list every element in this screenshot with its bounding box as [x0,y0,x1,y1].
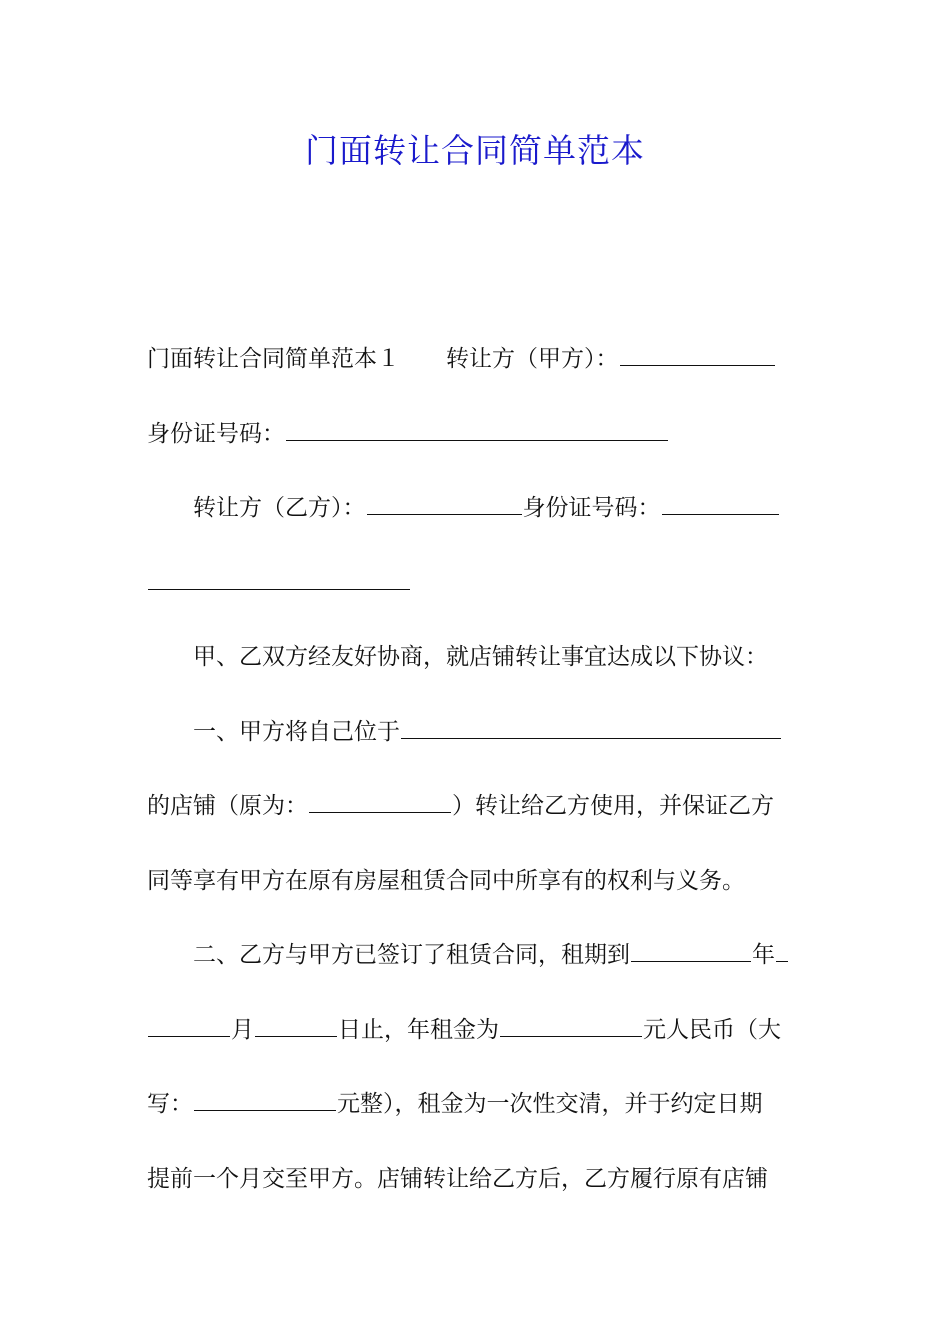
party-a-label: 转让方（甲方）： [446,346,619,372]
document-body [147,337,807,1231]
line-clause-1-shop [147,784,807,859]
party-b-id-label: 身份证号码： [522,495,661,521]
party-a-id-blank [286,412,668,441]
rmb-text: 元人民币（大 [643,1016,781,1043]
party-b-id-blank [662,486,779,515]
clause-1-shop-text: 的店铺（原为： [147,793,308,819]
clause-1-transfer-text: ）转让给乙方使用，并保证乙方 [452,793,774,819]
clause-2-end-text: 提前一个月交至甲方。店铺转让给乙方后，乙方履行原有店铺 [147,1165,768,1192]
line-clause-2-start [147,933,807,1008]
line-clause-2-rent [147,1008,807,1083]
contract-ref-text: 门面转让合同简单范本１ [147,346,400,372]
rent-in-words-blank [194,1082,336,1111]
line-clause-2-end [147,1157,807,1232]
original-use-blank [309,784,451,813]
month-text: 月 [231,1016,254,1043]
party-b-id-blank-continued [148,561,410,590]
line-agreement-intro [147,635,807,710]
line-party-b-id-continued [147,561,807,636]
line-clause-2-capital [147,1082,807,1157]
line-transferee-b [147,486,807,561]
document-title: 门面转让合同简单范本 [305,131,645,170]
party-b-label: 转让方（乙方）： [193,495,366,521]
clause-1-end-text: 同等享有甲方在原有房屋租赁合同中所享有的权利与义务。 [147,867,745,894]
agreement-intro-text: 甲、乙双方经友好协商，就店铺转让事宜达成以下协议： [193,644,768,670]
lease-end-day-blank [255,1008,337,1037]
line-clause-1-end [147,859,807,934]
party-b-name-blank [367,486,522,515]
clause-1-text: 一、甲方将自己位于 [193,718,400,745]
line-transferor-a [147,337,807,412]
party-a-name-blank [620,337,775,366]
lease-end-month-blank-start [776,933,788,962]
annual-rent-blank [500,1008,642,1037]
capital-label: 写： [147,1091,193,1117]
party-a-id-label: 身份证号码： [147,420,285,447]
shop-location-blank [401,710,781,739]
payment-text: 元整），租金为一次性交清，并于约定日期 [337,1091,763,1117]
year-text: 年 [752,942,775,968]
lease-end-year-blank [631,933,751,962]
lease-end-month-blank [148,1008,230,1037]
rent-text: 日止，年租金为 [338,1016,499,1043]
line-clause-1-start [147,710,807,785]
line-party-a-id [147,412,807,487]
clause-2-text: 二、乙方与甲方已签订了租赁合同，租期到 [193,942,630,968]
